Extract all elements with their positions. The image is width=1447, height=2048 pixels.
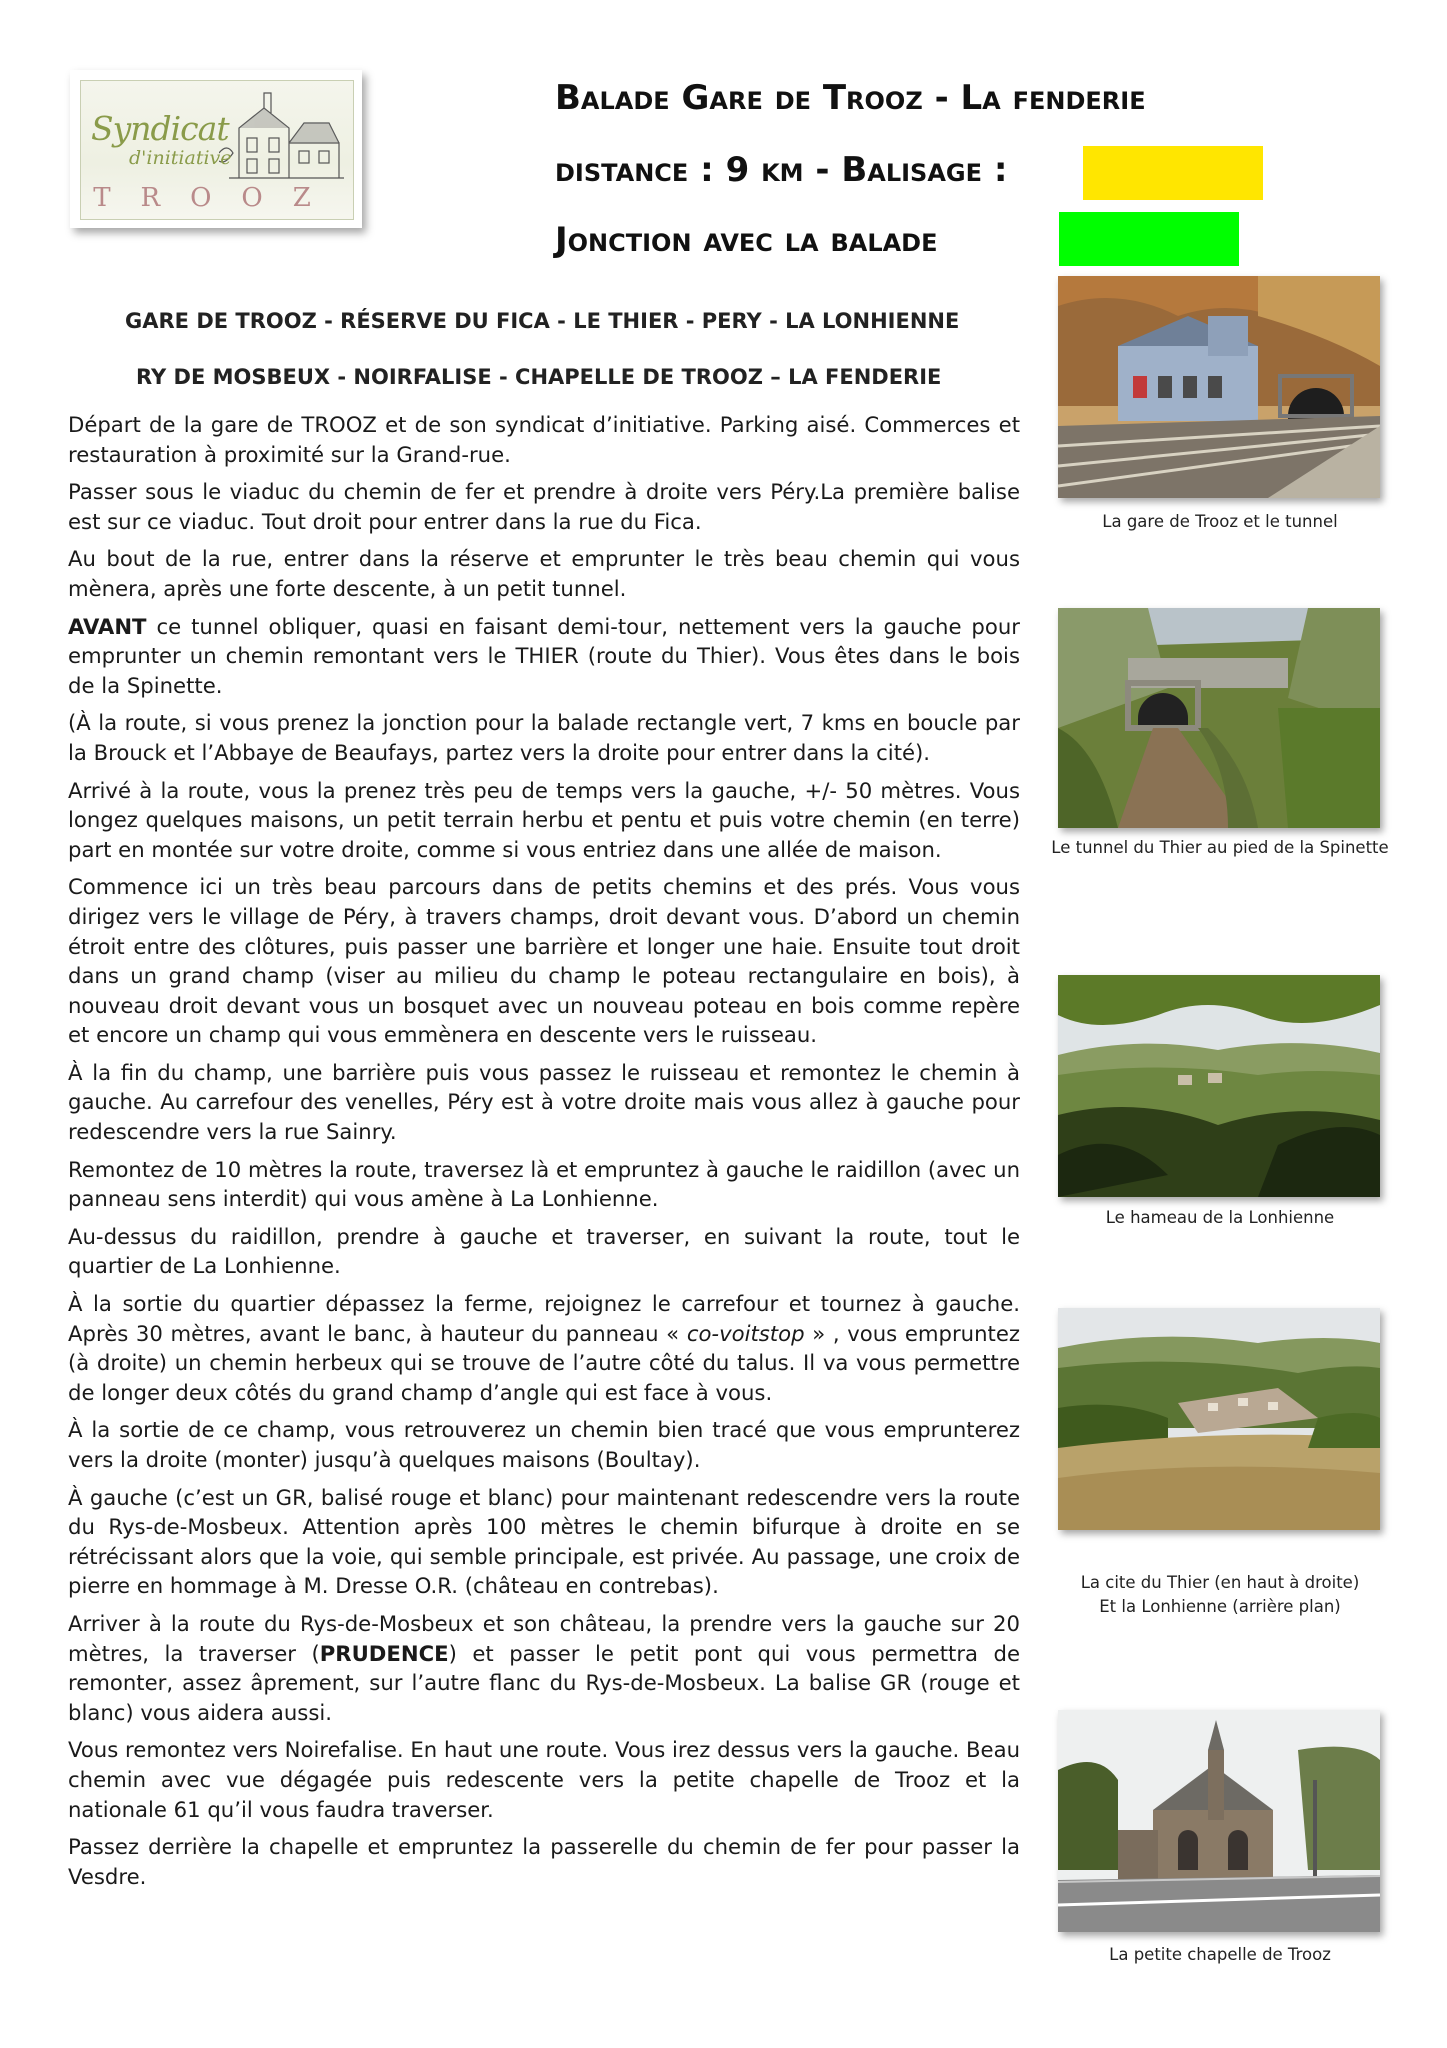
paragraph-text: » , vous empruntez (à droite) un chemin herbeux qui se trouve de l’autre côté du talus. Il va vous permettre de longer deux côtés du grand champ d’angle qui est face à vous. — [68, 1320, 1020, 1405]
title-line-1: Balade Gare de Trooz - La fenderie — [555, 78, 1146, 118]
caption-hamlet: Le hameau de la Lonhienne — [1105, 1208, 1335, 1227]
photo-thier-tunnel — [1058, 608, 1380, 828]
paragraph — [68, 1289, 1020, 1407]
logo-frame — [80, 80, 354, 220]
route-subhead-2: RY DE MOSBEUX - NOIRFALISE - CHAPELLE DE TROOZ – LA FENDERIE — [136, 365, 942, 389]
emphasis-avant: AVANT — [68, 613, 147, 639]
caption-tunnel-text: Le tunnel du Thier au pied de la Spinette — [1051, 838, 1389, 857]
route-subhead-1: GARE DE TROOZ - RÉSERVE DU FICA - LE THIER - PERY - LA LONHIENNE — [125, 309, 960, 333]
logo-town: TROOZ — [93, 183, 341, 213]
paragraph: Passer sous le viaduc du chemin de fer et prendre à droite vers Péry.La première balise est sur ce viaduc. Tout droit pour entrer dans la rue du Fica. — [68, 479, 1020, 534]
paragraph: Arrivé à la route, vous la prenez très peu de temps vers la gauche, +/- 50 mètres. Vous longez quelques maisons, un petit terrain herbu et pentu et puis votre chemin (en terre) part en montée sur votre droite, comme si vous entriez dans une allée de maison. — [68, 777, 1020, 862]
chapel-illustration — [1058, 1710, 1380, 1932]
logo-word: Syndicat — [91, 109, 229, 148]
paragraph: (À la route, si vous prenez la jonction pour la balade rectangle vert, 7 kms en boucle par la Brouck et l’Abbaye de Beaufays, partez vers la droite pour entrer dans la cité). — [68, 710, 1020, 765]
paragraph-text: ) et passer le petit pont qui vous permettra de remonter, assez âprement, sur l’autre flanc du Rys-de-Mosbeux. La balise GR (rouge et blanc) vous aidera aussi. — [68, 1640, 1020, 1725]
photo-trooz-chapel — [1058, 1710, 1380, 1932]
paragraph: Au-dessus du raidillon, prendre à gauche et traverser, en suivant la route, tout le quartier de La Lonhienne. — [68, 1223, 1020, 1279]
paragraph: À gauche (c’est un GR, balisé rouge et blanc) pour maintenant redescendre vers la route du Rys-de-Mosbeux. Attention après 100 mètres le chemin bifurque à droite en se rétrécissant alors que la voie, qui semble principale, est privée. Au passage, une croix de pierre en hommage à M. Dresse O.R. (château en contrebas). — [68, 1484, 1020, 1599]
logo-building-sketch — [219, 83, 349, 183]
paragraph: Au bout de la rue, entrer dans la réserve et emprunter le très beau chemin qui vous mènera, après une forte descente, à un petit tunnel. — [68, 546, 1020, 601]
walk-description — [68, 410, 1020, 1899]
paragraph — [68, 612, 1020, 701]
paragraph: À la sortie de ce champ, vous retrouverez un chemin bien tracé que vous emprunterez vers la droite (monter) jusqu’à quelques maisons (Boultay). — [68, 1417, 1020, 1472]
paragraph — [68, 1609, 1020, 1727]
station-illustration — [1058, 276, 1380, 498]
paragraph-text: ce tunnel obliquer, quasi en faisant demi-tour, nettement vers la gauche pour emprunter un chemin remontant vers le THIER (route du Thier). Vous êtes dans le bois de la Spinette. — [68, 613, 1020, 698]
paragraph: Vous remontez vers Noirefalise. En haut une route. Vous irez dessus vers la gauche. Beau chemin avec vue dégagée puis redescente vers la petite chapelle de Trooz et la nationale 61 qu’il vous faudra traverser. — [68, 1737, 1020, 1822]
caption-cite-line1: La cite du Thier (en haut à droite) — [1080, 1573, 1360, 1592]
title-line-3: Jonction avec la balade — [555, 220, 938, 260]
caption-tunnel — [1045, 836, 1395, 860]
paragraph-text: À la sortie du quartier dépassez la ferme, rejoignez le carrefour et tournez à gauche. Après 30 mètres, avant le banc, à hauteur du panneau « — [68, 1291, 1020, 1346]
covoitstop-term: co-voitstop — [686, 1320, 805, 1346]
emphasis-prudence: PRUDENCE — [319, 1640, 449, 1666]
title-line-2: distance : 9 km - Balisage : — [555, 150, 1008, 190]
photo-trooz-station — [1058, 276, 1380, 498]
caption-station: La gare de Trooz et le tunnel — [1102, 512, 1338, 531]
caption-cite-line2: Et la Lonhienne (arrière plan) — [1099, 1597, 1341, 1616]
paragraph: À la fin du champ, une barrière puis vous passez le ruisseau et remontez le chemin à gauche. Au carrefour des venelles, Péry est à votre droite mais vous allez à gauche pour redescendre vers la rue Sainry. — [68, 1059, 1020, 1145]
logo-sub: d'initiative — [129, 147, 232, 169]
hamlet-illustration — [1058, 975, 1380, 1197]
caption-chapel: La petite chapelle de Trooz — [1109, 1945, 1331, 1964]
paragraph: Commence ici un très beau parcours dans de petits chemins et des prés. Vous vous dirigez vers le village de Péry, à travers champs, droit devant vous. D’abord un chemin étroit entre des clôtures, puis passer une barrière et longer une haie. Ensuite tout droit dans un grand champ (viser au milieu du champ le poteau rectangulaire en bois), à nouveau droit devant vous un bosquet avec un nouveau poteau en bois comme repère et encore un champ qui vous emmènera en descente vers le ruisseau. — [68, 874, 1020, 1048]
balisage-color-swatch — [1083, 146, 1263, 200]
jonction-color-swatch — [1059, 212, 1239, 266]
tunnel-illustration — [1058, 608, 1380, 828]
paragraph: Remontez de 10 mètres la route, traversez là et empruntez à gauche le raidillon (avec un panneau sens interdit) qui vous amène à La Lonhienne. — [68, 1156, 1020, 1212]
photo-lonhienne-hamlet — [1058, 975, 1380, 1197]
syndicat-logo — [70, 70, 362, 228]
paragraph: Passez derrière la chapelle et empruntez la passerelle du chemin de fer pour passer la Vesdre. — [68, 1834, 1020, 1889]
paragraph: Départ de la gare de TROOZ et de son syndicat d’initiative. Parking aisé. Commerces et restauration à proximité sur la Grand-rue. — [68, 412, 1020, 467]
caption-cite — [1045, 1571, 1395, 1619]
cite-illustration — [1058, 1308, 1380, 1530]
photo-cite-du-thier — [1058, 1308, 1380, 1530]
paragraph-text: Arriver à la route du Rys-de-Mosbeux et son château, la prendre vers la gauche sur 20 mètres, la traverser ( — [68, 1610, 1020, 1666]
